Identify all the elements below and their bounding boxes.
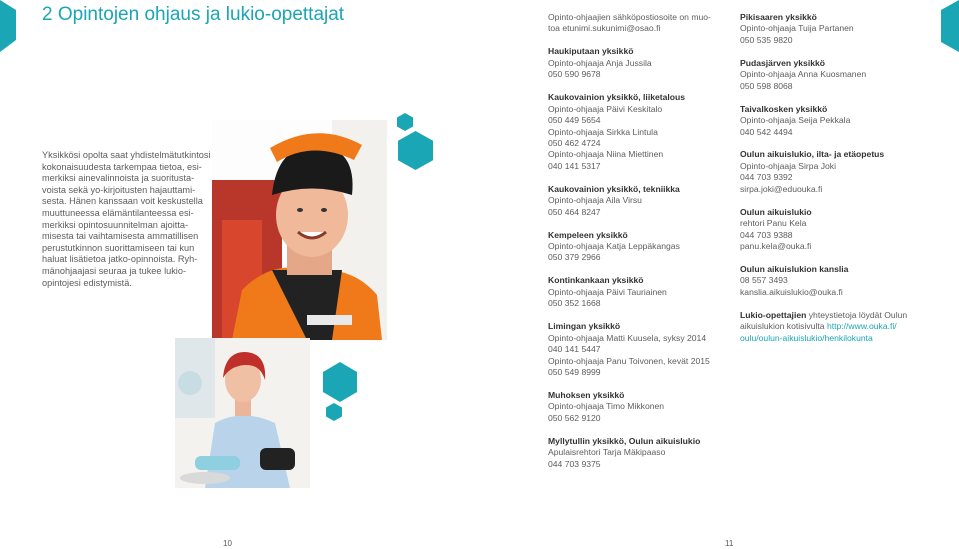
contact-line: 050 535 9820 [740, 34, 793, 45]
contact-line: Opinto-ohjaaja Sirkka Lintula [548, 126, 658, 137]
contact-entry [548, 184, 728, 218]
unit-heading: Oulun aikuislukio [740, 206, 812, 217]
unit-heading: Oulun aikuislukion kanslia [740, 263, 849, 274]
contact-line: 050 590 9678 [548, 69, 601, 80]
contact-line: Opinto-ohjaaja Seija Pekkala [740, 115, 851, 126]
contact-line: 050 462 4724 [548, 137, 601, 148]
teachers-link[interactable]: http://www.ouka.fi/ [826, 321, 897, 332]
contact-entry [740, 104, 940, 138]
contact-line: Opinto-ohjaaja Timo Mikkonen [548, 401, 665, 412]
contact-entry [740, 58, 940, 92]
intro-line: merkiksi ainevalinnoista ja suoritusta- [42, 173, 195, 184]
contact-line: 050 562 9120 [548, 412, 601, 423]
contact-line: 044 703 9375 [548, 458, 601, 469]
contact-line: 050 598 8068 [740, 80, 793, 91]
contact-entry [548, 46, 728, 80]
contact-entry [548, 12, 728, 35]
contacts-column-2 [740, 12, 940, 355]
corner-hexagon-right-icon [941, 0, 959, 56]
contact-line: Opinto-ohjaaja Päivi Tauriainen [548, 286, 667, 297]
teachers-note: Lukio-opettajien yhteystietoja löydät Oulun aikuislukion kotisivulta http://www.ouka.fi/ oulu/oulun-aikuislukio/henkilokunta [740, 310, 940, 344]
teachers-link-continued[interactable]: oulu/oulun-aikuislukio/henkilokunta [740, 332, 873, 343]
unit-heading: Muhoksen yksikkö [548, 389, 625, 400]
intro-line: kokonaisuudesta tarkempaa tietoa, esi- [42, 161, 202, 172]
unit-heading: Pikisaaren yksikkö [740, 12, 817, 22]
student-photo [212, 120, 387, 340]
unit-heading: Myllytullin yksikkö, Oulun aikuislukio [548, 435, 701, 446]
unit-heading: Taivalkosken yksikkö [740, 103, 828, 114]
intro-line: merkiksi opintosuunnitelman ajoitta- [42, 219, 189, 230]
contact-entry [548, 436, 728, 470]
contact-line: Opinto-ohjaaja Matti Kuusela, syksy 2014 [548, 332, 707, 343]
unit-heading: Kaukovainion yksikkö, liiketalous [548, 92, 686, 103]
contact-line: 050 352 1668 [548, 298, 601, 309]
contact-entry [548, 275, 728, 309]
contact-line: Opinto-ohjaaja Päivi Keskitalo [548, 103, 663, 114]
intro-line: haluat lisätietoa jatko-opinnoista. Ryh- [42, 254, 198, 265]
contact-line: Opinto-ohjaaja Niina Miettinen [548, 149, 664, 160]
unit-heading: Limingan yksikkö [548, 321, 621, 332]
contact-entry [740, 12, 940, 46]
contact-line: 040 542 4494 [740, 126, 793, 137]
email-address[interactable]: panu.kela@ouka.fi [740, 241, 812, 251]
unit-heading: Kempeleen yksikkö [548, 229, 628, 240]
contact-line: 044 703 9392 [740, 172, 793, 183]
contact-line: 050 449 5654 [548, 115, 601, 126]
contact-line: Opinto-ohjaaja Anna Kuosmanen [740, 69, 867, 80]
email-address[interactable]: sirpa.joki@eduouka.fi [740, 183, 823, 194]
intro-line: muuttuneessa elämäntilanteessa esi- [42, 207, 194, 218]
corner-hexagon-left-icon [0, 0, 16, 56]
intro-line: sesta. Hänen kanssaan voit keskustella [42, 196, 203, 207]
contact-entry [548, 92, 728, 172]
contact-entry [548, 321, 728, 378]
contact-line: 050 379 2966 [548, 252, 601, 263]
contact-entry [548, 230, 728, 264]
contact-entry [740, 149, 940, 195]
intro-line: mänohjaajasi seuraa ja tukee lukio- [42, 265, 187, 276]
hexagon-decoration-icon [323, 362, 357, 402]
contact-line: 050 464 8247 [548, 206, 601, 217]
contact-line: Opinto-ohjaaja Sirpa Joki [740, 160, 837, 171]
intro-paragraph [42, 150, 212, 289]
contact-line: 050 549 8999 [548, 366, 601, 377]
contact-line: Apulaisrehtori Tarja Mäkipaaso [548, 447, 666, 458]
unit-heading: Haukiputaan yksikkö [548, 46, 634, 57]
unit-heading: Oulun aikuislukio, ilta- ja etäopetus [740, 149, 885, 160]
intro-line: perustutkinnon suorittamiseen tai kun [42, 242, 195, 253]
contact-line: 08 557 3493 [740, 275, 788, 286]
unit-heading: Pudasjärven yksikkö [740, 57, 826, 68]
intro-line: voista sekä yo-kirjoitusten hajauttami- [42, 184, 196, 195]
contact-line: Opinto-ohjaaja Aila Virsu [548, 195, 642, 206]
contact-line: 040 141 5447 [548, 344, 601, 355]
contact-line: 040 141 5317 [548, 160, 601, 171]
contact-line: Opinto-ohjaaja Panu Toivonen, kevät 2015 [548, 355, 710, 366]
intro-line: Yksikkösi opolta saat yhdistelmätutkintosi [42, 150, 211, 160]
contact-entry [740, 207, 940, 253]
contacts-column-1 [548, 12, 728, 481]
contact-entry [740, 264, 940, 298]
nurse-photo [175, 338, 310, 488]
page-number-left: 10 [223, 539, 232, 548]
unit-heading: Kaukovainion yksikkö, tekniikka [548, 183, 680, 194]
hexagon-decoration-icon [397, 113, 413, 131]
intro-line: opintojesi edistymistä. [42, 277, 132, 288]
contact-line: rehtori Panu Kela [740, 218, 807, 229]
contact-line: toa etunimi.sukunimi@osao.fi [548, 23, 661, 34]
contact-line: Opinto-ohjaaja Katja Leppäkangas [548, 241, 680, 251]
hexagon-decoration-icon [326, 403, 342, 421]
page-title: 2 Opintojen ohjaus ja lukio-opettajat [42, 4, 345, 25]
hexagon-decoration-icon [398, 131, 433, 170]
contact-line: 044 703 9388 [740, 229, 793, 240]
contact-line: Opinto-ohjaajien sähköpostiosoite on muo- [548, 12, 711, 22]
unit-heading: Kontinkankaan yksikkö [548, 275, 644, 286]
email-address[interactable]: kanslia.aikuislukio@ouka.fi [740, 286, 843, 297]
contact-entry [548, 390, 728, 424]
page-number-right: 11 [725, 539, 734, 548]
contact-line: Opinto-ohjaaja Anja Jussila [548, 57, 652, 68]
contact-line: Opinto-ohjaaja Tuija Partanen [740, 23, 854, 34]
intro-line: misesta tai vaihtamisesta ammatillisen [42, 231, 199, 242]
